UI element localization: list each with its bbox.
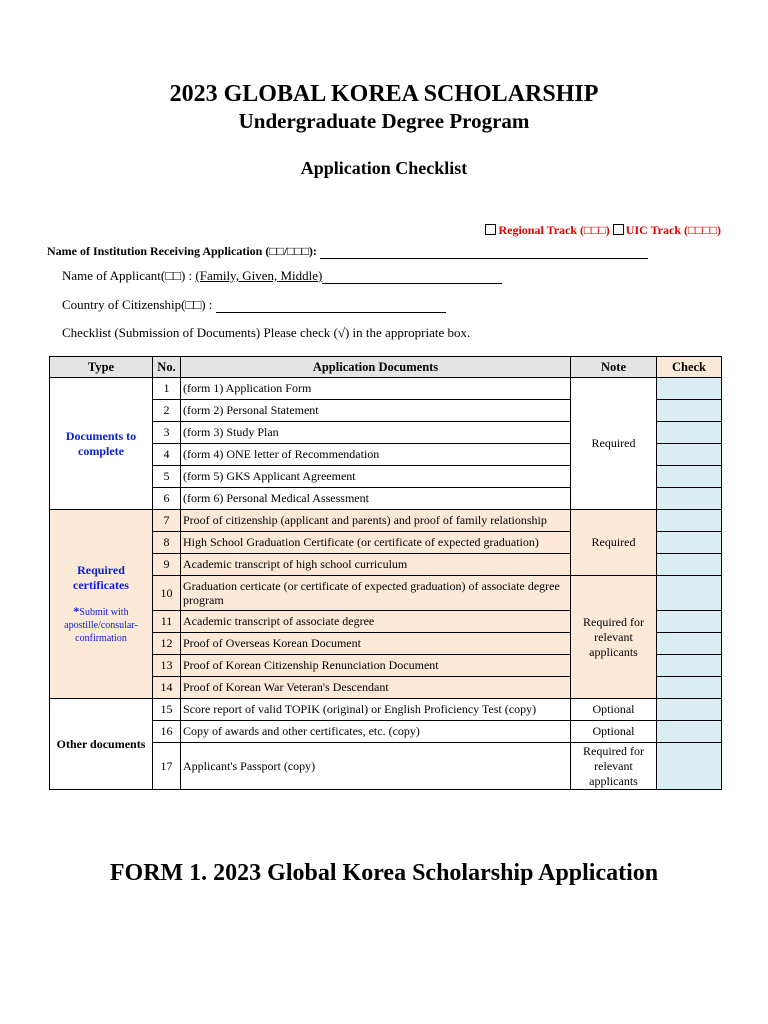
row-number: 15	[153, 699, 181, 721]
document-name: Score report of valid TOPIK (original) or English Proficiency Test (copy)	[181, 699, 571, 721]
applicant-label: Name of Applicant(□□) :	[62, 268, 196, 283]
group-other-documents: Other documents	[50, 699, 153, 790]
row-number: 3	[153, 422, 181, 444]
header-note: Note	[571, 357, 657, 378]
row-number: 13	[153, 655, 181, 677]
group-required-certificates	[50, 510, 153, 699]
row-number: 6	[153, 488, 181, 510]
applicant-input-line[interactable]	[322, 271, 502, 284]
institution-field	[47, 244, 648, 259]
row-number: 11	[153, 611, 181, 633]
row-number: 7	[153, 510, 181, 532]
check-cell[interactable]	[657, 466, 722, 488]
document-name: Proof of Korean War Veteran's Descendant	[181, 677, 571, 699]
check-cell[interactable]	[657, 699, 722, 721]
check-cell[interactable]	[657, 510, 722, 532]
table-row	[50, 699, 722, 721]
uic-track-label: UIC Track (□□□□)	[625, 223, 721, 237]
check-cell[interactable]	[657, 677, 722, 699]
section-title: Application Checklist	[300, 158, 468, 178]
document-name: Copy of awards and other certificates, etc. (copy)	[181, 721, 571, 743]
country-field	[62, 297, 446, 313]
required-certificates-label: Required certificates	[73, 563, 129, 592]
row-number: 14	[153, 677, 181, 699]
check-cell[interactable]	[657, 378, 722, 400]
document-title: 2023 GLOBAL KOREA SCHOLARSHIP	[169, 81, 599, 107]
document-name: (form 1) Application Form	[181, 378, 571, 400]
program-subtitle: Undergraduate Degree Program	[238, 109, 530, 133]
check-cell[interactable]	[657, 532, 722, 554]
note-required-relevant: Required for relevant applicants	[571, 576, 657, 699]
document-name: (form 2) Personal Statement	[181, 400, 571, 422]
regional-track-checkbox[interactable]	[485, 224, 496, 235]
row-number: 10	[153, 576, 181, 611]
note-required: Required	[571, 378, 657, 510]
row-number: 12	[153, 633, 181, 655]
country-label: Country of Citizenship(□□) :	[62, 297, 213, 312]
document-name: (form 5) GKS Applicant Agreement	[181, 466, 571, 488]
star-marker: *	[73, 604, 80, 618]
header-type: Type	[50, 357, 153, 378]
table-row	[50, 378, 722, 400]
check-cell[interactable]	[657, 611, 722, 633]
check-cell[interactable]	[657, 655, 722, 677]
document-name: (form 4) ONE letter of Recommendation	[181, 444, 571, 466]
document-name: Proof of Korean Citizenship Renunciation Document	[181, 655, 571, 677]
country-input-line[interactable]	[216, 300, 446, 313]
form1-title: FORM 1. 2023 Global Korea Scholarship Application	[109, 860, 659, 886]
row-number: 17	[153, 743, 181, 790]
regional-track-label: Regional Track (□□□)	[498, 223, 610, 237]
institution-input-line[interactable]	[320, 246, 648, 259]
document-name: Applicant's Passport (copy)	[181, 743, 571, 790]
header-check: Check	[657, 357, 722, 378]
check-cell[interactable]	[657, 721, 722, 743]
row-number: 5	[153, 466, 181, 488]
document-name: Academic transcript of high school curriculum	[181, 554, 571, 576]
header-no: No.	[153, 357, 181, 378]
check-cell[interactable]	[657, 554, 722, 576]
applicant-hint: (Family, Given, Middle)	[195, 268, 323, 283]
note-required: Required	[571, 510, 657, 576]
check-cell[interactable]	[657, 422, 722, 444]
uic-track-checkbox[interactable]	[613, 224, 624, 235]
apostille-note-text: Submit with apostille/consular-confirmation	[64, 607, 138, 644]
row-number: 2	[153, 400, 181, 422]
note-optional: Optional	[571, 721, 657, 743]
row-number: 4	[153, 444, 181, 466]
check-cell[interactable]	[657, 743, 722, 790]
check-cell[interactable]	[657, 400, 722, 422]
document-name: Proof of Overseas Korean Document	[181, 633, 571, 655]
row-number: 16	[153, 721, 181, 743]
check-cell[interactable]	[657, 633, 722, 655]
note-optional: Optional	[571, 699, 657, 721]
checklist-instruction: Checklist (Submission of Documents) Please check (√) in the appropriate box.	[62, 325, 471, 340]
check-cell[interactable]	[657, 576, 722, 611]
table-row	[50, 510, 722, 532]
institution-label: Name of Institution Receiving Application (□□/□□□):	[47, 244, 317, 258]
track-selector	[485, 223, 721, 238]
checklist-table	[49, 356, 722, 790]
check-cell[interactable]	[657, 444, 722, 466]
row-number: 9	[153, 554, 181, 576]
applicant-field	[62, 268, 502, 284]
row-number: 1	[153, 378, 181, 400]
group-documents-to-complete: Documents to complete	[50, 378, 153, 510]
header-documents: Application Documents	[181, 357, 571, 378]
apostille-note	[52, 605, 150, 645]
document-name: Proof of citizenship (applicant and parents) and proof of family relationship	[181, 510, 571, 532]
document-name: (form 3) Study Plan	[181, 422, 571, 444]
check-cell[interactable]	[657, 488, 722, 510]
table-header-row	[50, 357, 722, 378]
document-name: (form 6) Personal Medical Assessment	[181, 488, 571, 510]
row-number: 8	[153, 532, 181, 554]
document-name: Graduation certicate (or certificate of expected graduation) of associate degree program	[181, 576, 571, 611]
note-required-relevant: Required for relevant applicants	[571, 743, 657, 790]
document-name: Academic transcript of associate degree	[181, 611, 571, 633]
document-name: High School Graduation Certificate (or certificate of expected graduation)	[181, 532, 571, 554]
